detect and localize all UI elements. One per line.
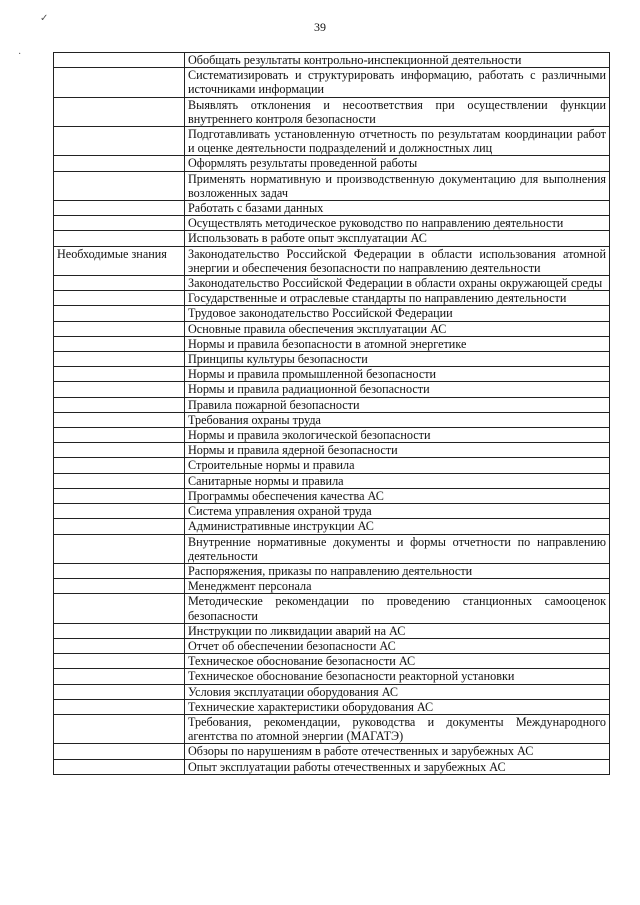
knowledge-row xyxy=(54,428,610,443)
knowledge-row xyxy=(54,367,610,382)
knowledge-item: Нормы и правила промышленной безопасности xyxy=(185,367,610,382)
left-label-cell xyxy=(54,276,185,291)
skill-row xyxy=(54,156,610,171)
knowledge-row xyxy=(54,443,610,458)
left-label-cell xyxy=(54,638,185,653)
skill-item: Обобщать результаты контрольно-инспекционной деятельности xyxy=(185,53,610,68)
skill-row xyxy=(54,201,610,216)
requirements-table-body xyxy=(54,53,610,775)
left-label-cell xyxy=(54,684,185,699)
knowledge-item: Методические рекомендации по проведению станционных самооценок безопасности xyxy=(185,594,610,623)
skill-item: Оформлять результаты проведенной работы xyxy=(185,156,610,171)
skill-row xyxy=(54,53,610,68)
knowledge-row xyxy=(54,321,610,336)
knowledge-row xyxy=(54,306,610,321)
left-label-cell xyxy=(54,171,185,200)
scan-dot: · xyxy=(18,49,22,60)
knowledge-row xyxy=(54,291,610,306)
left-label-cell xyxy=(54,68,185,97)
knowledge-item: Законодательство Российской Федерации в области использования атомной энергии и обеспечения безопасности по направлению деятельности xyxy=(185,246,610,275)
knowledge-row xyxy=(54,699,610,714)
knowledge-item: Трудовое законодательство Российской Федерации xyxy=(185,306,610,321)
knowledge-row xyxy=(54,352,610,367)
left-label-cell xyxy=(54,428,185,443)
knowledge-item: Нормы и правила ядерной безопасности xyxy=(185,443,610,458)
skill-row xyxy=(54,127,610,156)
left-label-cell xyxy=(54,534,185,563)
left-label-cell xyxy=(54,156,185,171)
knowledge-row xyxy=(54,759,610,774)
skill-item: Выявлять отклонения и несоответствия при осуществлении функции внутреннего контроля безопасности xyxy=(185,97,610,126)
knowledge-row xyxy=(54,519,610,534)
left-label-cell xyxy=(54,488,185,503)
left-label-cell xyxy=(54,654,185,669)
left-label-cell xyxy=(54,759,185,774)
left-label-cell xyxy=(54,291,185,306)
knowledge-row xyxy=(54,504,610,519)
knowledge-item: Распоряжения, приказы по направлению деятельности xyxy=(185,563,610,578)
knowledge-item: Программы обеспечения качества АС xyxy=(185,488,610,503)
knowledge-item: Правила пожарной безопасности xyxy=(185,397,610,412)
left-label-cell xyxy=(54,367,185,382)
knowledge-row xyxy=(54,412,610,427)
left-label-cell xyxy=(54,336,185,351)
knowledge-row xyxy=(54,714,610,743)
knowledge-row xyxy=(54,534,610,563)
knowledge-row xyxy=(54,336,610,351)
left-label-cell xyxy=(54,594,185,623)
knowledge-row xyxy=(54,654,610,669)
left-label-cell xyxy=(54,97,185,126)
page-number: 39 xyxy=(314,20,326,34)
left-label-cell xyxy=(54,744,185,759)
left-label-cell xyxy=(54,519,185,534)
left-label-cell xyxy=(54,443,185,458)
left-label-cell xyxy=(54,669,185,684)
knowledge-row xyxy=(54,473,610,488)
left-label-cell xyxy=(54,216,185,231)
skill-item: Применять нормативную и производственную документацию для выполнения возложенных задач xyxy=(185,171,610,200)
knowledge-item: Требования, рекомендации, руководства и документы Международного агентства по атомной энергии (МАГАТЭ) xyxy=(185,714,610,743)
knowledge-row xyxy=(54,638,610,653)
knowledge-item: Принципы культуры безопасности xyxy=(185,352,610,367)
knowledge-item: Условия эксплуатации оборудования АС xyxy=(185,684,610,699)
left-label-cell xyxy=(54,306,185,321)
requirements-table xyxy=(53,52,610,775)
knowledge-row xyxy=(54,458,610,473)
knowledge-item: Государственные и отраслевые стандарты по направлению деятельности xyxy=(185,291,610,306)
knowledge-row xyxy=(54,594,610,623)
knowledge-item: Обзоры по нарушениям в работе отечественных и зарубежных АС xyxy=(185,744,610,759)
knowledge-item: Санитарные нормы и правила xyxy=(185,473,610,488)
knowledge-item: Менеджмент персонала xyxy=(185,579,610,594)
knowledge-item: Инструкции по ликвидации аварий на АС xyxy=(185,623,610,638)
knowledge-item: Система управления охраной труда xyxy=(185,504,610,519)
knowledge-label: Необходимые знания xyxy=(54,246,185,275)
left-label-cell xyxy=(54,412,185,427)
knowledge-row xyxy=(54,246,610,275)
skill-item: Осуществлять методическое руководство по направлению деятельности xyxy=(185,216,610,231)
left-label-cell xyxy=(54,473,185,488)
knowledge-row xyxy=(54,276,610,291)
scan-mark: ✓ xyxy=(40,13,49,24)
knowledge-item: Требования охраны труда xyxy=(185,412,610,427)
skill-item: Использовать в работе опыт эксплуатации АС xyxy=(185,231,610,246)
knowledge-item: Основные правила обеспечения эксплуатации АС xyxy=(185,321,610,336)
knowledge-item: Опыт эксплуатации работы отечественных и зарубежных АС xyxy=(185,759,610,774)
left-label-cell xyxy=(54,714,185,743)
left-label-cell xyxy=(54,458,185,473)
knowledge-item: Нормы и правила радиационной безопасности xyxy=(185,382,610,397)
knowledge-row xyxy=(54,382,610,397)
skill-row xyxy=(54,216,610,231)
skill-row xyxy=(54,97,610,126)
left-label-cell xyxy=(54,53,185,68)
skill-row xyxy=(54,171,610,200)
left-label-cell xyxy=(54,231,185,246)
skill-row xyxy=(54,231,610,246)
skill-row xyxy=(54,68,610,97)
knowledge-row xyxy=(54,563,610,578)
knowledge-item: Технические характеристики оборудования АС xyxy=(185,699,610,714)
left-label-cell xyxy=(54,382,185,397)
knowledge-row xyxy=(54,623,610,638)
knowledge-item: Административные инструкции АС xyxy=(185,519,610,534)
left-label-cell xyxy=(54,699,185,714)
knowledge-item: Техническое обоснование безопасности АС xyxy=(185,654,610,669)
left-label-cell xyxy=(54,563,185,578)
knowledge-item: Нормы и правила безопасности в атомной энергетике xyxy=(185,336,610,351)
knowledge-row xyxy=(54,744,610,759)
left-label-cell xyxy=(54,352,185,367)
skill-item: Систематизировать и структурировать информацию, работать с различными источниками информации xyxy=(185,68,610,97)
skill-item: Подготавливать установленную отчетность по результатам координации работ и оценке деятельности подразделений и должностных лиц xyxy=(185,127,610,156)
left-label-cell xyxy=(54,504,185,519)
knowledge-item: Строительные нормы и правила xyxy=(185,458,610,473)
knowledge-row xyxy=(54,397,610,412)
left-label-cell xyxy=(54,201,185,216)
knowledge-item: Внутренние нормативные документы и формы отчетности по направлению деятельности xyxy=(185,534,610,563)
left-label-cell xyxy=(54,397,185,412)
knowledge-row xyxy=(54,684,610,699)
knowledge-row xyxy=(54,669,610,684)
skill-item: Работать с базами данных xyxy=(185,201,610,216)
left-label-cell xyxy=(54,127,185,156)
left-label-cell xyxy=(54,321,185,336)
knowledge-item: Законодательство Российской Федерации в области охраны окружающей среды xyxy=(185,276,610,291)
knowledge-item: Отчет об обеспечении безопасности АС xyxy=(185,638,610,653)
left-label-cell xyxy=(54,623,185,638)
left-label-cell xyxy=(54,579,185,594)
knowledge-item: Техническое обоснование безопасности реакторной установки xyxy=(185,669,610,684)
knowledge-row xyxy=(54,488,610,503)
knowledge-row xyxy=(54,579,610,594)
knowledge-item: Нормы и правила экологической безопасности xyxy=(185,428,610,443)
